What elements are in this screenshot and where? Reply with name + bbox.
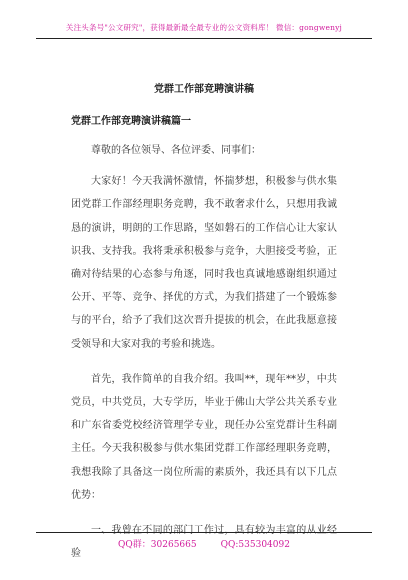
paragraph-greeting: 尊敬的各位领导、各位评委、同事们： — [91, 145, 261, 156]
paragraph-self-introduction: 首先，我作简单的自我介绍。我叫**，现年**岁，中共党员，中共党员，大专学历，毕业于佛山大学公共关系专业和广东省委党校经济管理学专业，现任办公室党群计生科副主任。今天我积极参与供水集团党群工作部经理职务竞聘，我想我除了具备这一岗位所需的素质外，我还具有以下几点优势： — [71, 373, 337, 501]
footer-qq-group: QQ群：30265665 — [118, 540, 197, 550]
document-title: 党群工作部竞聘演讲稿 — [154, 84, 254, 95]
document-body — [71, 139, 337, 577]
footer-qq: QQ:535304092 — [220, 540, 290, 550]
paragraph-advantage-one: 一、我曾在不同的部门工作过，具有较为丰富的从业经验 — [71, 525, 337, 560]
paragraph-intro: 大家好！今天我满怀激情，怀揣梦想，积极参与供水集团党群工作部经理职务竞聘，我不敢奢求什么，只想用我诚恳的演讲，明朗的工作思路，坚如磐石的工作信心让大家认识我、支持我。我将秉承积极参与竞争，大胆接受考验，正确对待结果的心态参与角逐，同时我也真诚地感谢组织通过公开、平等、竞争、择优的方式，为我们搭建了一个锻炼参与的平台，给予了我们这次晋升提拔的机会，在此我愿意接受领导和大家对我的考验和挑选。 — [71, 176, 337, 350]
header-promo-note: 关注头条号"公文研究"，获得最新最全最专业的公文资料库！ 微信：gongwenyj — [65, 23, 343, 32]
footer-divider — [36, 532, 372, 533]
header-divider — [36, 38, 372, 39]
document-subtitle: 党群工作部竞聘演讲稿篇一 — [71, 116, 191, 127]
footer-contact — [0, 537, 408, 550]
